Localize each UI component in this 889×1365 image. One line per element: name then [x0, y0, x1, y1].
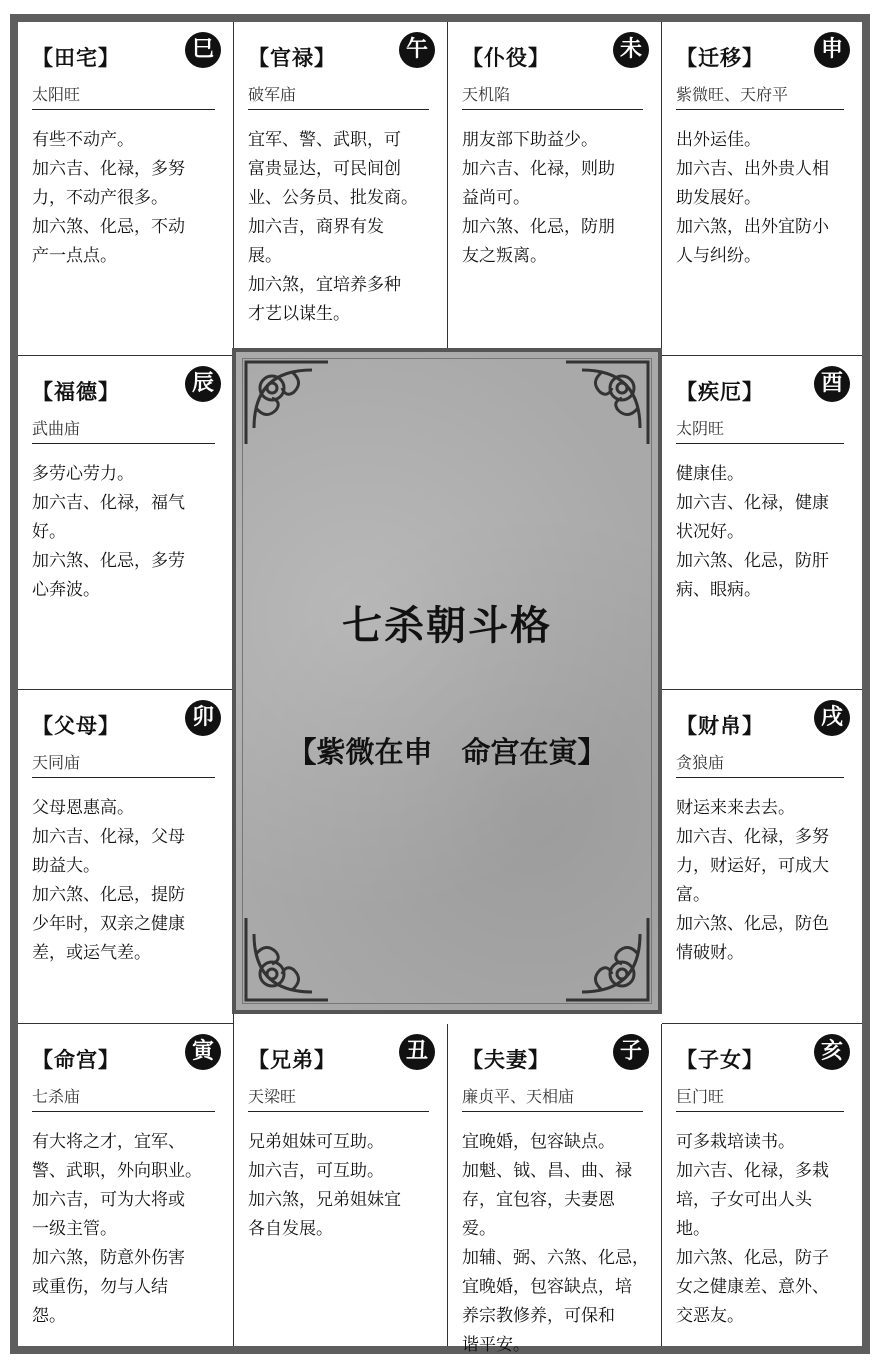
palace-title: 【父母】	[32, 714, 120, 738]
palace-stars: 廉贞平、天相庙	[462, 1084, 643, 1112]
palace-cell-zinv	[662, 1024, 862, 1346]
earthly-branch-badge: 申	[814, 32, 850, 68]
palace-title: 【疾厄】	[676, 380, 764, 404]
description-line: 心奔波。	[32, 580, 100, 600]
description-line: 爱。	[462, 1219, 496, 1239]
description-line: 加六煞、化忌，多劳	[32, 551, 185, 571]
palace-stars: 天梁旺	[248, 1084, 429, 1112]
description-line: 展。	[248, 246, 282, 266]
chart-subtitle: 【紫微在申 命宫在寅】	[287, 735, 607, 769]
description-line: 谐平安。	[462, 1335, 530, 1355]
corner-ornament-bottom-left	[242, 914, 332, 1004]
earthly-branch-badge: 亥	[814, 1034, 850, 1070]
earthly-branch-badge: 卯	[185, 700, 221, 736]
palace-cell-guanlu	[234, 22, 448, 356]
palace-description	[248, 126, 435, 329]
description-line: 少年时，双亲之健康	[32, 914, 185, 934]
center-panel	[232, 348, 662, 1014]
palace-title: 【迁移】	[676, 46, 764, 70]
chart-frame	[10, 14, 870, 1354]
description-line: 宜晚婚，包容缺点。	[462, 1132, 615, 1152]
description-line: 存，宜包容，夫妻恩	[462, 1190, 615, 1210]
description-line: 地。	[676, 1219, 710, 1239]
description-line: 一级主管。	[32, 1219, 117, 1239]
description-line: 可多栽培读书。	[676, 1132, 795, 1152]
earthly-branch-badge: 子	[613, 1034, 649, 1070]
description-line: 父母恩惠高。	[32, 798, 134, 818]
description-line: 助益大。	[32, 856, 100, 876]
description-line: 病、眼病。	[676, 580, 761, 600]
earthly-branch-badge: 寅	[185, 1034, 221, 1070]
palace-title: 【财帛】	[676, 714, 764, 738]
palace-stars: 破军庙	[248, 82, 429, 110]
description-line: 加六煞，防意外伤害	[32, 1248, 185, 1268]
earthly-branch-badge: 未	[613, 32, 649, 68]
description-line: 加六吉、化禄，多栽	[676, 1161, 829, 1181]
description-line: 加六吉、化禄，父母	[32, 827, 185, 847]
palace-cell-fuqi	[448, 1024, 662, 1355]
description-line: 培，子女可出人头	[676, 1190, 812, 1210]
description-line: 加六吉，可互助。	[248, 1161, 384, 1181]
description-line: 加六吉，可为大将或	[32, 1190, 185, 1210]
description-line: 加六煞，出外宜防小	[676, 217, 829, 237]
earthly-branch-badge: 午	[399, 32, 435, 68]
corner-ornament-top-right	[562, 358, 652, 448]
palace-title: 【夫妻】	[462, 1048, 550, 1072]
description-line: 警、武职，外向职业。	[32, 1161, 202, 1181]
description-line: 交恶友。	[676, 1306, 744, 1326]
earthly-branch-badge: 丑	[399, 1034, 435, 1070]
description-line: 加六吉、化禄，福气	[32, 493, 185, 513]
description-line: 力，财运好，可成大	[676, 856, 829, 876]
description-line: 养宗教修养，可保和	[462, 1306, 615, 1326]
description-line: 兄弟姐妹可互助。	[248, 1132, 384, 1152]
description-line: 怨。	[32, 1306, 66, 1326]
palace-stars: 七杀庙	[32, 1084, 215, 1112]
description-line: 富贵显达，可民间创	[248, 159, 401, 179]
description-line: 或重伤，勿与人结	[32, 1277, 168, 1297]
description-line: 加六吉，商界有发	[248, 217, 384, 237]
description-line: 加六煞、化忌，提防	[32, 885, 185, 905]
palace-description	[462, 126, 649, 271]
chart-title: 七杀朝斗格	[342, 602, 552, 649]
description-line: 加六吉、化禄，多努	[676, 827, 829, 847]
description-line: 加六煞、化忌，不动	[32, 217, 185, 237]
description-line: 多劳心劳力。	[32, 464, 134, 484]
palace-cell-jie	[662, 356, 862, 690]
description-line: 加六煞、化忌，防子	[676, 1248, 829, 1268]
description-line: 状况好。	[676, 522, 744, 542]
description-line: 人与纠纷。	[676, 246, 761, 266]
description-line: 有些不动产。	[32, 130, 134, 150]
palace-description	[32, 460, 221, 605]
palace-description	[676, 126, 850, 271]
description-line: 业、公务员、批发商。	[248, 188, 418, 208]
description-line: 女之健康差、意外、	[676, 1277, 829, 1297]
description-line: 有大将之才，宜军、	[32, 1132, 185, 1152]
description-line: 产一点点。	[32, 246, 117, 266]
palace-stars: 天同庙	[32, 750, 215, 778]
earthly-branch-badge: 戌	[814, 700, 850, 736]
description-line: 加六吉、出外贵人相	[676, 159, 829, 179]
palace-description	[676, 1128, 850, 1331]
palace-stars: 贪狼庙	[676, 750, 844, 778]
description-line: 差，或运气差。	[32, 943, 151, 963]
description-line: 友之叛离。	[462, 246, 547, 266]
description-line: 情破财。	[676, 943, 744, 963]
palace-description	[676, 794, 850, 968]
palace-cell-minggong	[18, 1024, 234, 1346]
earthly-branch-badge: 辰	[185, 366, 221, 402]
palace-stars: 天机陷	[462, 82, 643, 110]
description-line: 益尚可。	[462, 188, 530, 208]
description-line: 加六吉、化禄，健康	[676, 493, 829, 513]
palace-title: 【仆役】	[462, 46, 550, 70]
description-line: 力，不动产很多。	[32, 188, 168, 208]
description-line: 助发展好。	[676, 188, 761, 208]
description-line: 朋友部下助益少。	[462, 130, 598, 150]
description-line: 加六煞，兄弟姐妹宜	[248, 1190, 401, 1210]
palace-cell-fude	[18, 356, 234, 690]
palace-cell-tianzhai	[18, 22, 234, 356]
description-line: 宜军、警、武职，可	[248, 130, 401, 150]
palace-title: 【福德】	[32, 380, 120, 404]
palace-description	[32, 126, 221, 271]
description-line: 加六煞，宜培养多种	[248, 275, 401, 295]
description-line: 加六吉、化禄，则助	[462, 159, 615, 179]
palace-description	[248, 1128, 435, 1244]
palace-stars: 紫微旺、天府平	[676, 82, 844, 110]
description-line: 才艺以谋生。	[248, 304, 350, 324]
description-line: 加六煞、化忌，防色	[676, 914, 829, 934]
description-line: 加辅、弼、六煞、化忌，	[462, 1248, 649, 1268]
palace-title: 【兄弟】	[248, 1048, 336, 1072]
palace-title: 【官禄】	[248, 46, 336, 70]
palace-stars: 巨门旺	[676, 1084, 844, 1112]
palace-title: 【子女】	[676, 1048, 764, 1072]
description-line: 出外运佳。	[676, 130, 761, 150]
palace-description	[676, 460, 850, 605]
palace-cell-qianyi	[662, 22, 862, 356]
description-line: 富。	[676, 885, 710, 905]
palace-title: 【命宫】	[32, 1048, 120, 1072]
palace-title: 【田宅】	[32, 46, 120, 70]
description-line: 加六煞、化忌，防肝	[676, 551, 829, 571]
palace-cell-puyi	[448, 22, 662, 356]
earthly-branch-badge: 巳	[185, 32, 221, 68]
corner-ornament-bottom-right	[562, 914, 652, 1004]
description-line: 财运来来去去。	[676, 798, 795, 818]
description-line: 好。	[32, 522, 66, 542]
description-line: 各自发展。	[248, 1219, 333, 1239]
palace-cell-xiongdi	[234, 1024, 448, 1346]
palace-cell-caibo	[662, 690, 862, 1024]
palace-stars: 武曲庙	[32, 416, 215, 444]
description-line: 加魁、钺、昌、曲、禄	[462, 1161, 632, 1181]
description-line: 加六煞、化忌，防朋	[462, 217, 615, 237]
center-panel-inner-border	[242, 358, 652, 1004]
palace-cell-fumu	[18, 690, 234, 1024]
corner-ornament-top-left	[242, 358, 332, 448]
description-line: 健康佳。	[676, 464, 744, 484]
palace-stars: 太阳旺	[32, 82, 215, 110]
palace-description	[32, 1128, 221, 1331]
palace-stars: 太阴旺	[676, 416, 844, 444]
earthly-branch-badge: 酉	[814, 366, 850, 402]
description-line: 宜晚婚，包容缺点，培	[462, 1277, 632, 1297]
description-line: 加六吉、化禄，多努	[32, 159, 185, 179]
palace-description	[32, 794, 221, 968]
palace-description	[462, 1128, 649, 1360]
